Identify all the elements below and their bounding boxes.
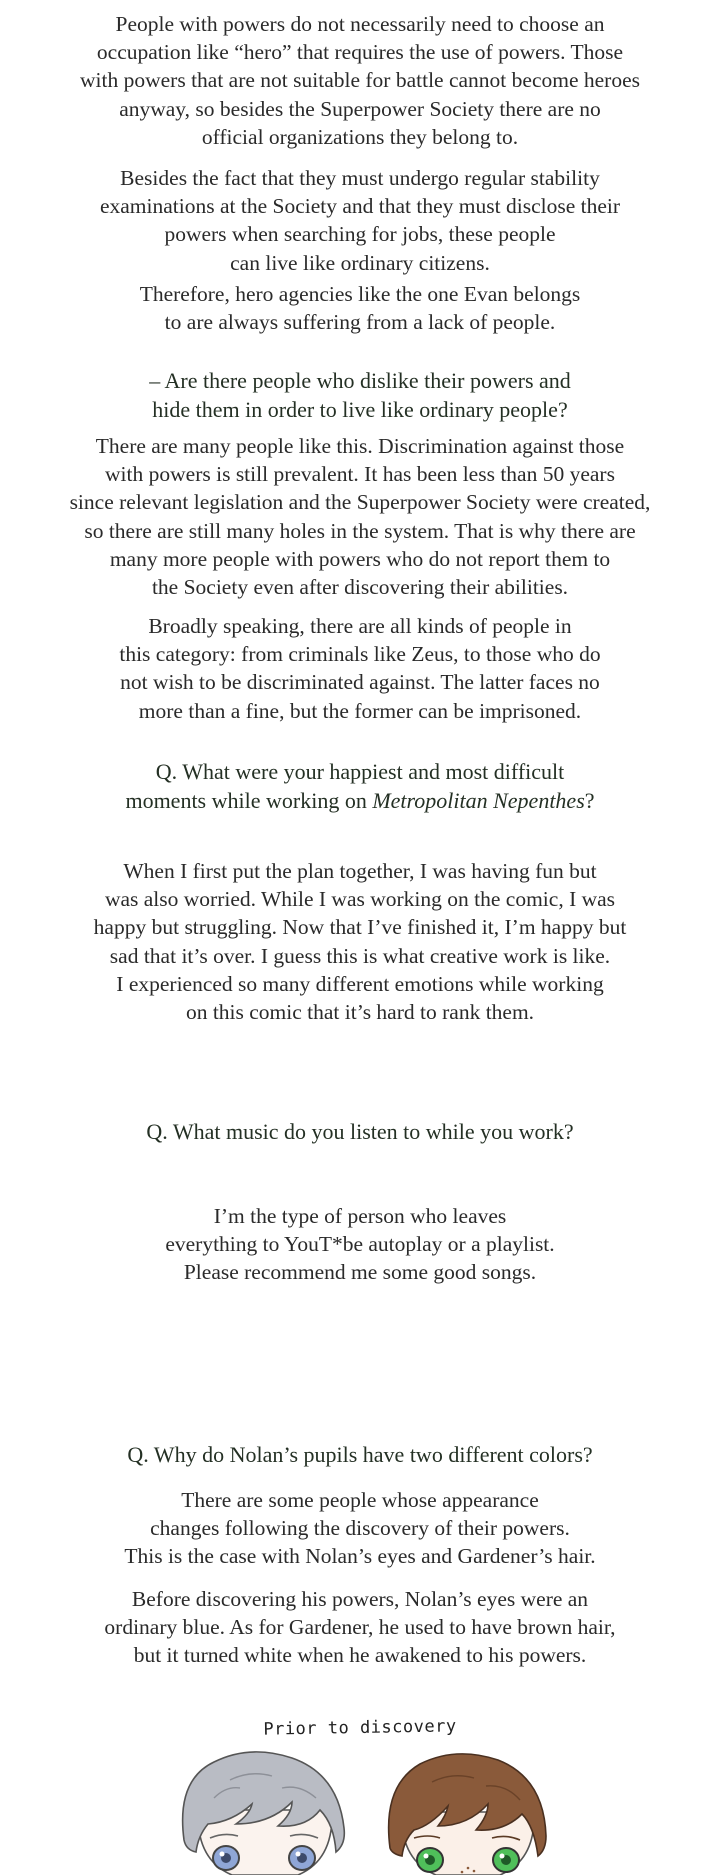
paragraph-playlist: I’m the type of person who leaves everything to YouT*be autoplay or a playlist. Please recommend me some good songs. (165, 1204, 555, 1285)
nolan-portrait (183, 1752, 345, 1875)
question-music: Q. What music do you listen to while you work? (146, 1119, 574, 1144)
paragraph-creative-work: When I first put the plan together, I was having fun but was also worried. While I was working on the comic, I was happy but struggling. Now that I’ve finished it, I’m happy but sad that it’s over. I guess this is what creative work is like. I experienced so many different emotions while working on this comic that it’s hard to rank them. (93, 859, 627, 1025)
paragraph-categories: Broadly speaking, there are all kinds of people in this category: from criminals like Zeus, to those who do not wish to be discriminated against. The latter faces no more than a fine, but the former can be imprisoned. (119, 614, 601, 723)
comic-title: Metropolitan Nepenthes (372, 788, 585, 813)
paragraph-hero-agencies: Therefore, hero agencies like the one Evan belongs to are always suffering from a lack of people. (139, 282, 581, 335)
characters-illustration (0, 1740, 720, 1875)
illustration-caption: Prior to discovery (263, 1716, 457, 1740)
paragraph-discrimination: There are many people like this. Discrimination against those with powers is still prevalent. It has been less than 50 years since relevant legislation and the Superpower Society were created, so there are still many holes in the system. That is why there are many more people with powers who do not report them to the Society even after discovering their abilities. (69, 434, 651, 600)
question-pupil-colors: Q. Why do Nolan’s pupils have two different colors? (127, 1442, 593, 1467)
paragraph-stability-examinations: Besides the fact that they must undergo regular stability examinations at the Society and that they must disclose their powers when searching for jobs, these people can live like ordinary citizens. (99, 166, 621, 275)
paragraph-before-discovery: Before discovering his powers, Nolan’s eyes were an ordinary blue. As for Gardener, he used to have brown hair, but it turned white when he awakened to his powers. (104, 1587, 616, 1668)
question-happiest-moments: Q. What were your happiest and most difficult moments while working on Metropolitan Nepenthes? (20, 757, 700, 815)
question-hide-powers: – Are there people who dislike their powers and hide them in order to live like ordinary people? (149, 368, 571, 422)
paragraph-appearance-changes: There are some people whose appearance changes following the discovery of their powers. This is the case with Nolan’s eyes and Gardener’s hair. (124, 1488, 596, 1569)
paragraph-powers-occupation: People with powers do not necessarily need to choose an occupation like “hero” that requires the use of powers. Those with powers that are not suitable for battle cannot become heroes anyway, so besides the Superpower Society there are no official organizations they belong to. (80, 12, 640, 149)
gardener-portrait (389, 1754, 546, 1875)
question-happiest-moments-line2: moments while working on Metropolitan Nepenthes? (125, 788, 595, 813)
